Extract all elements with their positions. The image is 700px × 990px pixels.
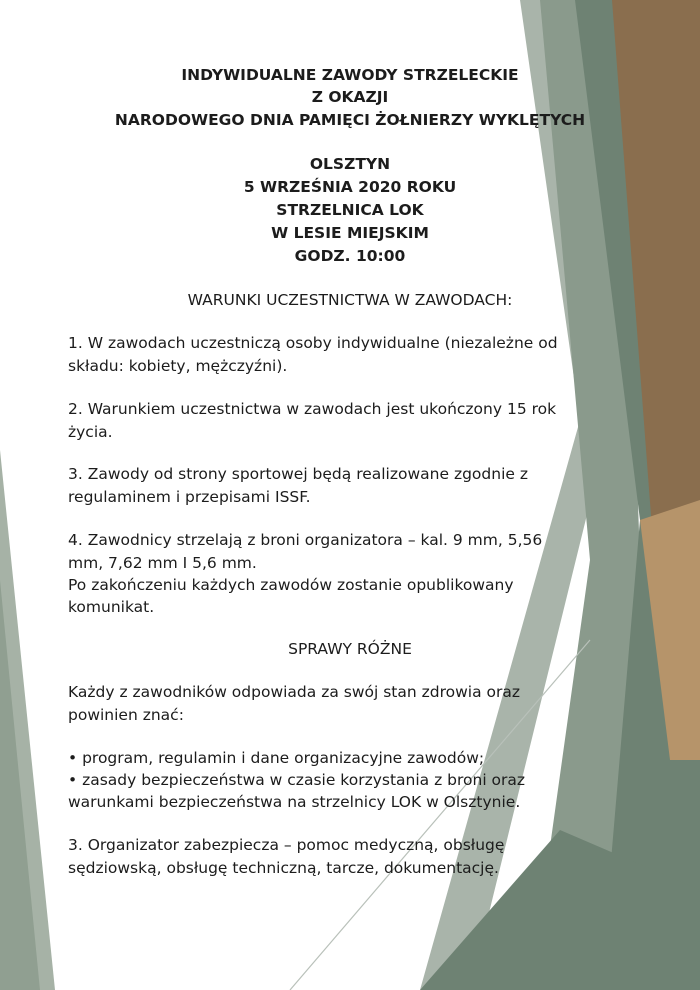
condition-item-2-line-1: 2. Warunkiem uczestnictwa w zawodach jest ukończony 15 rok	[68, 400, 557, 418]
condition-item-4-line-1: 4. Zawodnicy strzelają z broni organizatora – kal. 9 mm, 5,56	[68, 531, 543, 549]
event-date: 5 WRZEŚNIA 2020 ROKU	[243, 178, 457, 196]
misc-intro-line-1: Każdy z zawodników odpowiada za swój stan zdrowia oraz	[68, 683, 521, 701]
condition-item-2-line-2: życia.	[68, 423, 113, 441]
condition-item-3-line-1: 3. Zawody od strony sportowej będą realizowane zgodnie z	[68, 465, 528, 483]
condition-item-1-line-2: składu: kobiety, mężczyźni).	[68, 357, 288, 375]
title-line-3: NARODOWEGO DNIA PAMIĘCI ŻOŁNIERZY WYKLĘTYCH	[114, 111, 586, 129]
misc-bullet-1: • program, regulamin i dane organizacyjne zawodów;	[68, 749, 485, 767]
event-city: OLSZTYN	[309, 155, 391, 173]
condition-item-3-line-2: regulaminem i przepisami ISSF.	[68, 488, 311, 506]
misc-heading: SPRAWY RÓŻNE	[288, 640, 412, 658]
misc-bullet-2: • zasady bezpieczeństwa w czasie korzystania z broni oraz	[68, 771, 526, 789]
condition-item-4-line-3: Po zakończeniu każdych zawodów zostanie opublikowany	[68, 576, 514, 594]
event-time: GODZ. 10:00	[294, 247, 406, 265]
event-venue: STRZELNICA LOK	[276, 201, 424, 219]
condition-item-1-line-1: 1. W zawodach uczestniczą osoby indywidualne (niezależne od	[68, 334, 558, 352]
conditions-heading: WARUNKI UCZESTNICTWA W ZAWODACH:	[187, 291, 513, 309]
title-line-1: INDYWIDUALNE ZAWODY STRZELECKIE	[181, 66, 519, 84]
organizer-line-1: 3. Organizator zabezpiecza – pomoc medyczną, obsługę	[68, 836, 505, 854]
misc-intro-line-2: powinien znać:	[68, 706, 184, 724]
event-location: W LESIE MIEJSKIM	[271, 224, 429, 242]
condition-item-4-line-2: mm, 7,62 mm I 5,6 mm.	[68, 554, 257, 572]
title-line-2: Z OKAZJI	[311, 88, 389, 106]
organizer-line-2: sędziowską, obsługę techniczną, tarcze, dokumentację.	[68, 859, 499, 877]
condition-item-4-line-4: komunikat.	[68, 598, 155, 616]
misc-bullet-2-cont: warunkami bezpieczeństwa na strzelnicy LOK w Olsztynie.	[68, 793, 521, 811]
